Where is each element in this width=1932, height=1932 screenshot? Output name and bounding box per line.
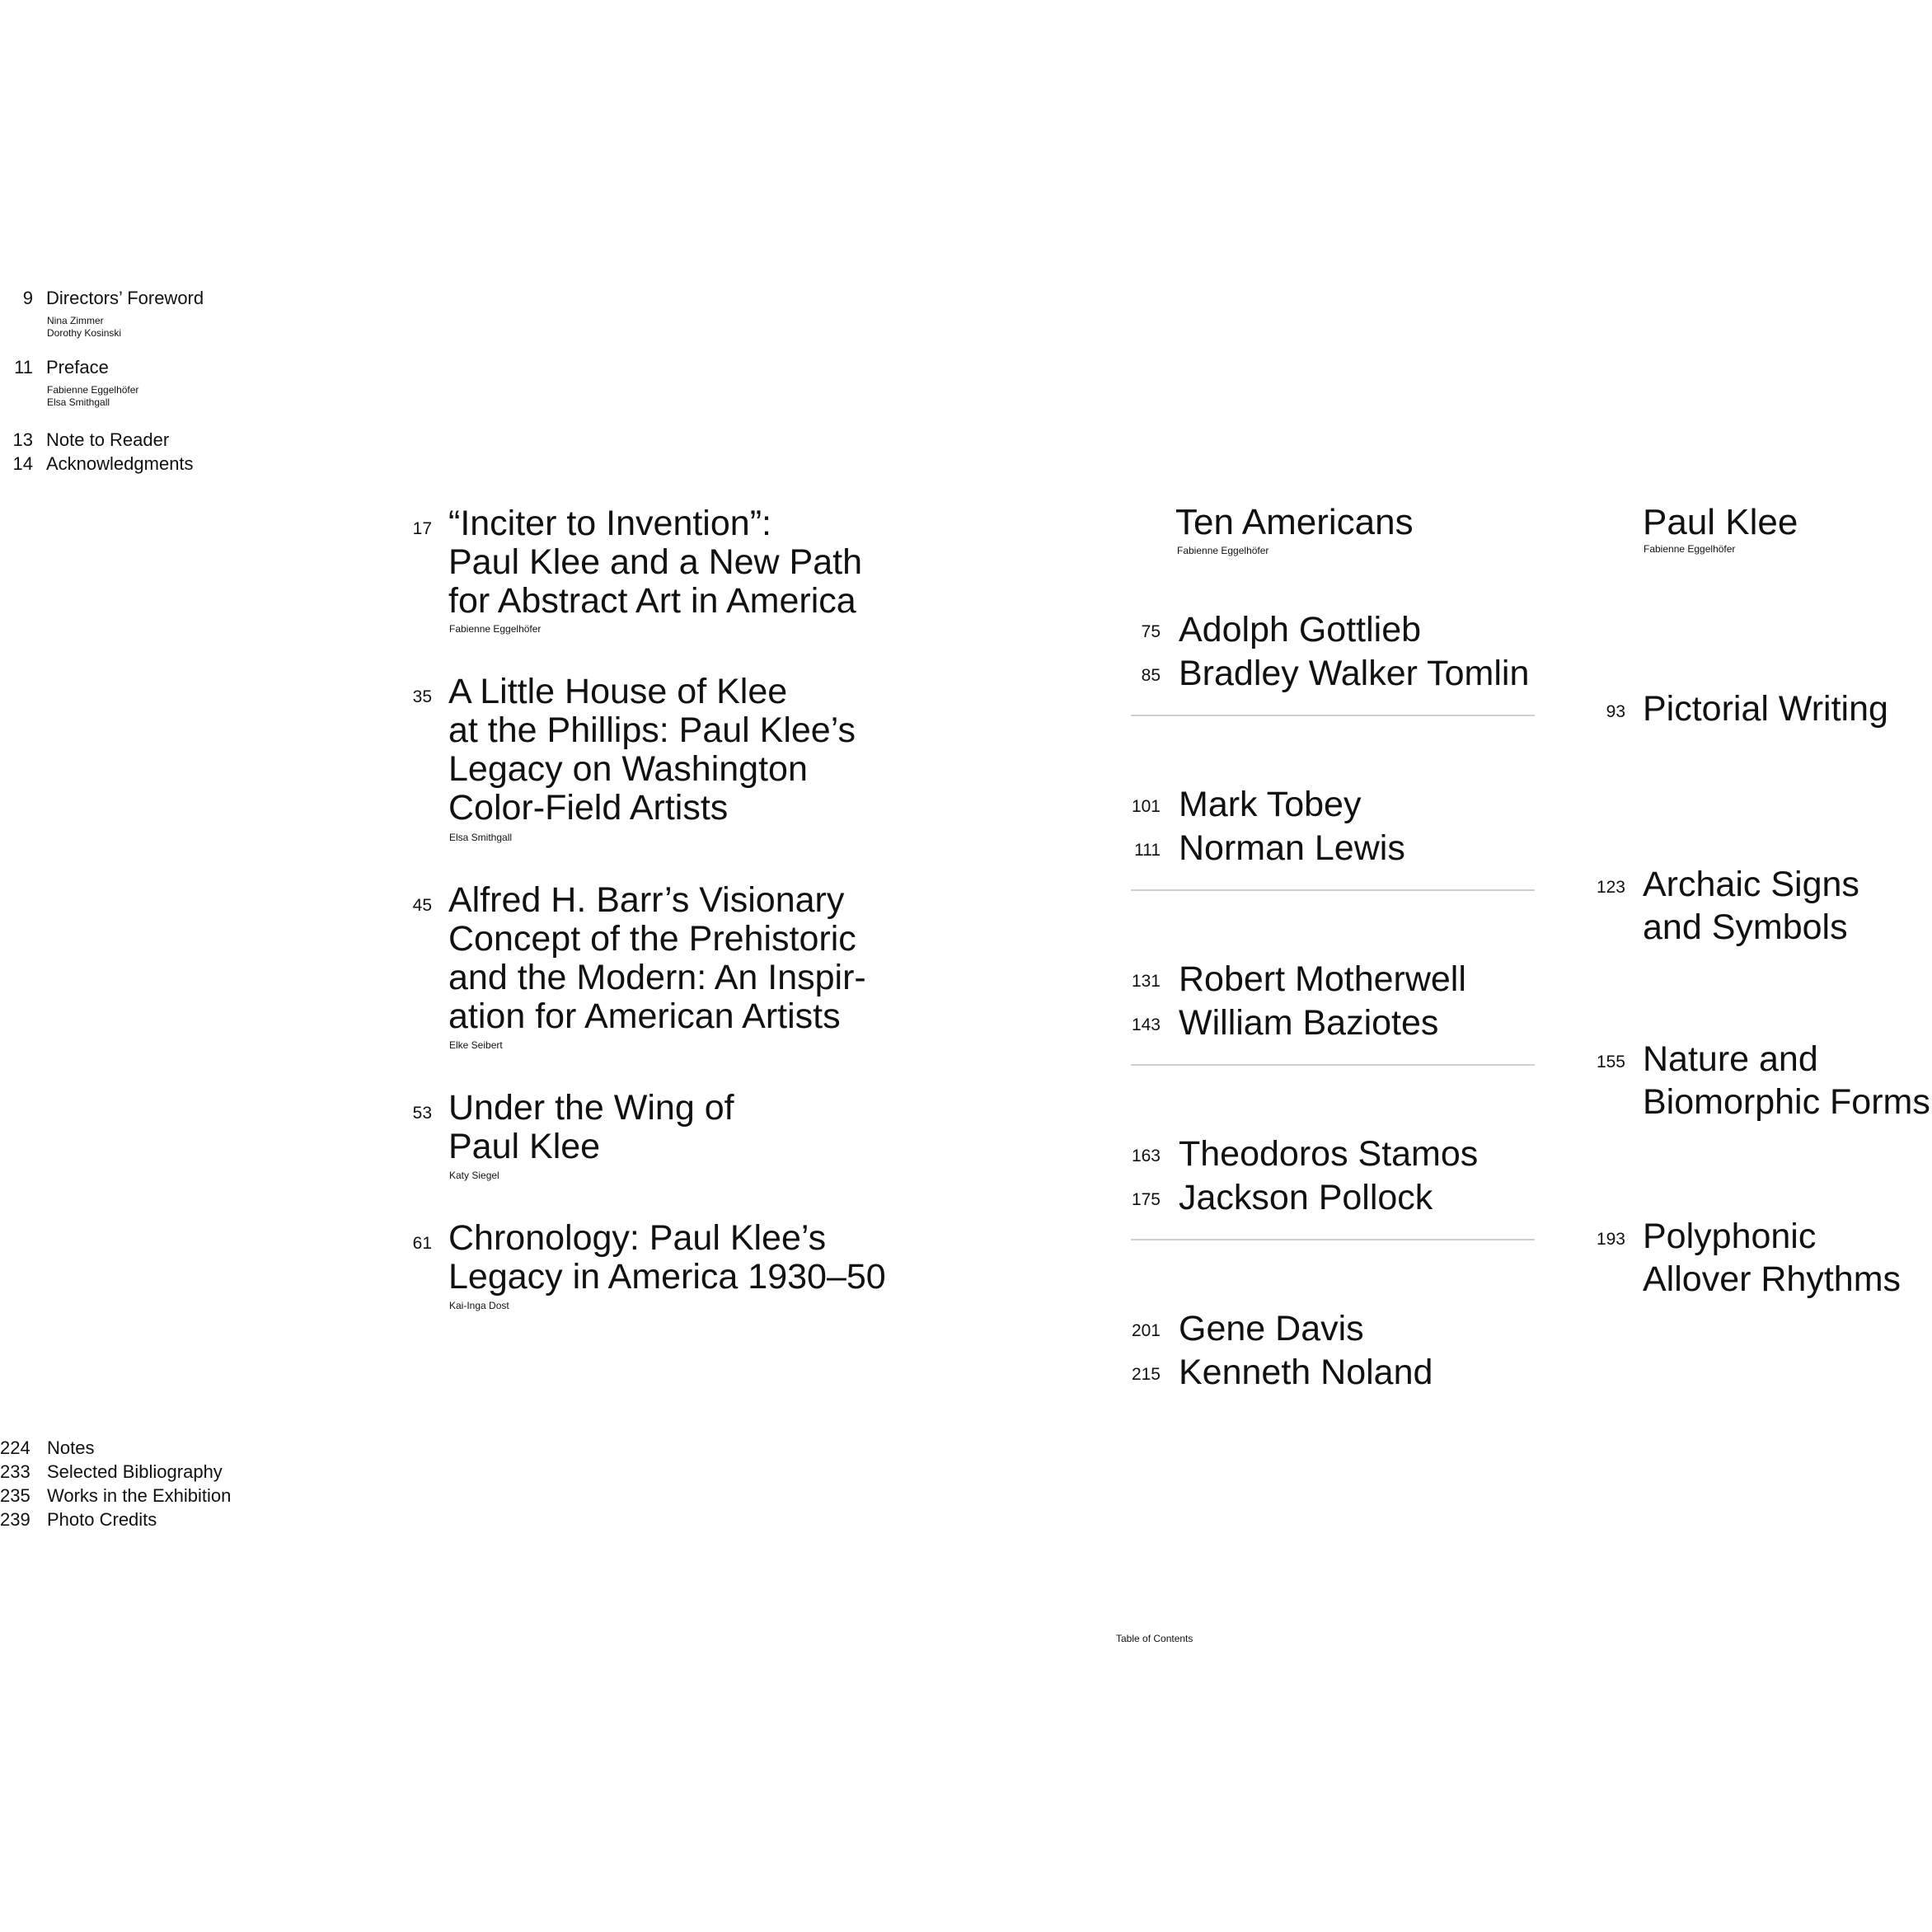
entry-title: Preface: [46, 357, 109, 377]
page-number: 143: [1131, 1015, 1161, 1034]
essay-author: Elsa Smithgall: [449, 832, 513, 843]
artist-name: Kenneth Noland: [1179, 1353, 1433, 1392]
page-number: 215: [1131, 1365, 1161, 1384]
page-number: 155: [1596, 1053, 1625, 1072]
essay-title: [448, 673, 856, 828]
title-line: Biomorphic Forms: [1643, 1082, 1930, 1122]
page-number: 61: [412, 1234, 432, 1253]
section-heading: Ten Americans: [1175, 502, 1414, 542]
toc-entry-theme[interactable]: [1591, 1215, 1929, 1301]
page-number: 9: [22, 288, 33, 308]
page-number: 235: [0, 1485, 30, 1506]
title-line: Concept of the Prehistoric: [448, 919, 856, 959]
entry-title: Works in the Exhibition: [47, 1485, 232, 1506]
essay-title: [448, 1219, 886, 1297]
page-number: 93: [1606, 702, 1625, 721]
theme-title: [1643, 863, 1859, 949]
entry-title: Acknowledgments: [46, 453, 194, 474]
divider: [1131, 1239, 1535, 1240]
title-line: Paul Klee and a New Path: [448, 542, 862, 582]
page-number: 233: [0, 1461, 30, 1482]
entry-title: Photo Credits: [47, 1509, 157, 1530]
page-number: 17: [412, 519, 432, 538]
title-line: Allover Rhythms: [1643, 1259, 1902, 1299]
toc-entry-notes[interactable]: [0, 1437, 264, 1461]
page-number: 45: [412, 896, 432, 915]
page-number: 175: [1131, 1190, 1161, 1209]
toc-entry-note-to-reader[interactable]: [0, 429, 247, 453]
entry-title: Note to Reader: [46, 429, 170, 450]
title-line: Chronology: Paul Klee’s: [448, 1218, 827, 1258]
essay-title: [448, 1089, 734, 1166]
title-line: Legacy in America 1930–50: [448, 1257, 886, 1297]
toc-entry-theme[interactable]: [1591, 1038, 1929, 1123]
section-heading: Paul Klee: [1643, 502, 1798, 542]
title-line: Polyphonic: [1643, 1217, 1817, 1256]
title-line: Alfred H. Barr’s Visionary: [448, 880, 845, 920]
artist-name: William Baziotes: [1179, 1003, 1439, 1043]
title-line: Color-Field Artists: [448, 788, 729, 828]
entry-author: Nina Zimmer: [47, 315, 104, 326]
page-number: 224: [0, 1437, 30, 1458]
toc-entry-essay[interactable]: [394, 673, 905, 846]
toc-entry-essay[interactable]: [394, 1089, 905, 1184]
artist-name: Theodoros Stamos: [1179, 1134, 1479, 1174]
entry-author: Fabienne Eggelhöfer: [47, 384, 139, 396]
title-line: for Abstract Art in America: [448, 581, 856, 621]
running-footer: Table of Contents: [1116, 1633, 1193, 1644]
entry-author: Dorothy Kosinski: [47, 327, 122, 339]
divider: [1131, 1064, 1535, 1066]
page-number: 163: [1131, 1147, 1161, 1165]
theme-title: [1643, 1215, 1901, 1301]
page-number: 239: [0, 1509, 30, 1530]
artist-name: Jackson Pollock: [1179, 1178, 1433, 1217]
toc-entry-acknowledgments[interactable]: [0, 453, 247, 476]
page-number: 13: [12, 429, 33, 450]
toc-entry-theme[interactable]: [1591, 687, 1929, 730]
title-line: A Little House of Klee: [448, 672, 788, 711]
entry-title: Selected Bibliography: [47, 1461, 223, 1482]
entry-title: Notes: [47, 1437, 95, 1458]
title-line: Archaic Signs: [1643, 865, 1859, 904]
toc-entry-theme[interactable]: [1591, 863, 1929, 949]
section-author: Fabienne Eggelhöfer: [1177, 545, 1269, 556]
title-line: Under the Wing of: [448, 1088, 734, 1128]
page-number: 111: [1134, 841, 1161, 860]
divider: [1131, 889, 1535, 891]
toc-entry-photo-credits[interactable]: [0, 1509, 264, 1533]
page-number: 123: [1596, 878, 1625, 897]
page-number: 85: [1141, 666, 1161, 685]
artist-name: Robert Motherwell: [1179, 959, 1466, 999]
theme-title: [1643, 1038, 1930, 1123]
title-line: Pictorial Writing: [1643, 689, 1888, 729]
essay-author: Fabienne Eggelhöfer: [449, 623, 542, 635]
entry-author: Elsa Smithgall: [47, 396, 110, 408]
title-line: Nature and: [1643, 1039, 1818, 1079]
artist-name: Bradley Walker Tomlin: [1179, 654, 1530, 693]
toc-entry-essay[interactable]: [394, 504, 905, 636]
title-line: and the Modern: An Inspir-: [448, 958, 866, 997]
toc-entry-bibliography[interactable]: [0, 1461, 264, 1485]
artist-name: Norman Lewis: [1179, 828, 1405, 868]
title-line: Legacy on Washington: [448, 749, 808, 789]
theme-title: [1643, 687, 1888, 730]
entry-title: Directors’ Foreword: [46, 288, 204, 308]
toc-entry-directors-foreword[interactable]: [0, 288, 247, 345]
toc-entry-preface[interactable]: [0, 357, 247, 415]
essay-title: [448, 881, 866, 1036]
toc-entry-works[interactable]: [0, 1485, 264, 1509]
section-author: Fabienne Eggelhöfer: [1644, 543, 1736, 555]
divider: [1131, 715, 1535, 716]
title-line: “Inciter to Invention”:: [448, 504, 771, 543]
page-number: 14: [12, 453, 33, 474]
artist-name: Adolph Gottlieb: [1179, 610, 1422, 649]
page-number: 53: [412, 1104, 432, 1123]
page-number: 11: [14, 357, 33, 377]
page-number: 35: [412, 687, 432, 706]
artist-name: Gene Davis: [1179, 1309, 1364, 1348]
title-line: ation for American Artists: [448, 996, 841, 1036]
toc-entry-essay[interactable]: [394, 1219, 921, 1314]
title-line: at the Phillips: Paul Klee’s: [448, 710, 856, 750]
page-number: 201: [1131, 1321, 1161, 1340]
title-line: and Symbols: [1643, 907, 1848, 947]
artist-name: Mark Tobey: [1179, 785, 1362, 824]
page-number: 101: [1131, 797, 1161, 816]
essay-author: Kai-Inga Dost: [449, 1300, 509, 1311]
title-line: Paul Klee: [448, 1127, 601, 1166]
page-number: 75: [1141, 622, 1161, 641]
essay-author: Katy Siegel: [449, 1170, 499, 1181]
essay-title: [448, 504, 862, 621]
essay-author: Elke Seibert: [449, 1039, 503, 1051]
toc-entry-essay[interactable]: [394, 881, 905, 1054]
page-number: 131: [1131, 972, 1161, 991]
page-number: 193: [1596, 1230, 1625, 1249]
